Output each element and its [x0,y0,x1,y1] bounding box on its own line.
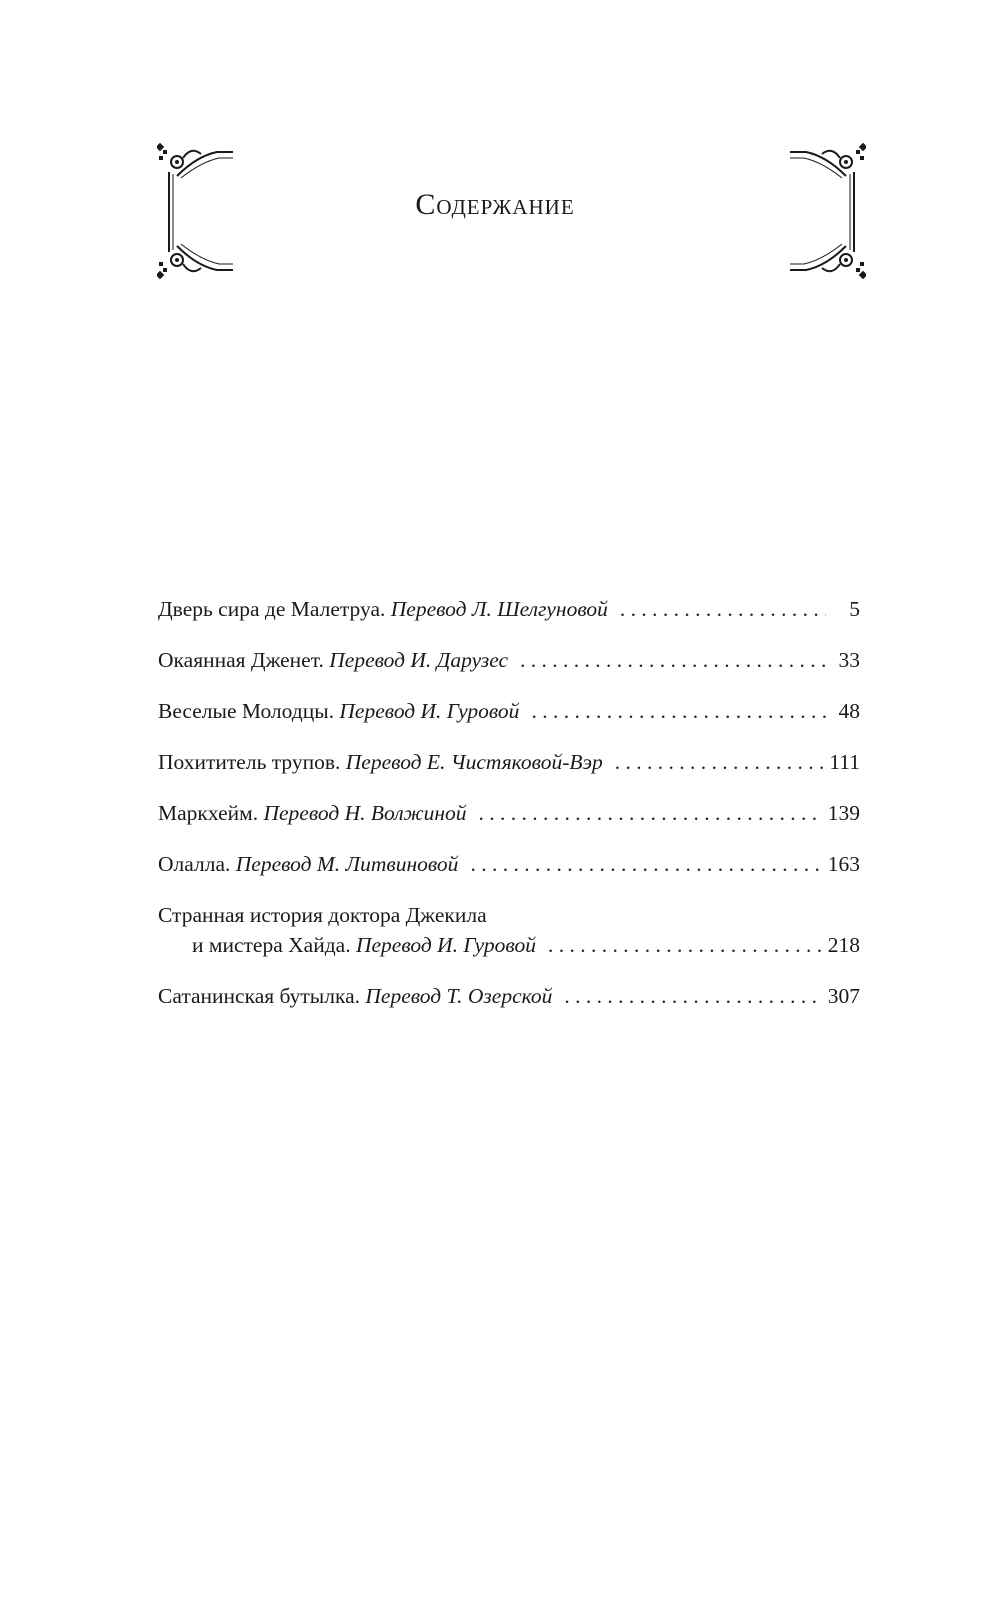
entry-translator: Перевод Л. Шелгуновой [390,597,608,621]
dot-leader [620,594,826,624]
page-title: Содержание [415,188,575,221]
entry-translator: Перевод И. Дарузес [329,648,509,672]
dot-leader [615,747,824,777]
entry-title: Олалла. [158,852,231,876]
entry-translator: Перевод И. Гуровой [339,699,520,723]
toc-entry[interactable] [158,849,860,879]
entry-translator: Перевод М. Литвиновой [235,852,459,876]
toc-entry[interactable] [158,594,860,624]
entry-title: Сатанинская бутылка. [158,984,360,1008]
entry-title: Дверь сира де Малетруа. [158,597,386,621]
entry-page-number: 307 [827,984,860,1008]
dot-leader [548,930,822,960]
table-of-contents [158,594,860,1032]
entry-page-number: 111 [829,750,860,774]
entry-page-number: 33 [838,648,860,672]
entry-page-number: 5 [849,597,860,621]
dot-leader [470,849,821,879]
toc-entry[interactable] [158,645,860,675]
toc-entry[interactable] [158,981,860,1011]
entry-page-number: 218 [827,933,860,957]
entry-title: Странная история доктора Джекила [158,903,487,927]
entry-title: Веселые Молодцы. [158,699,335,723]
toc-entry[interactable] [158,798,860,828]
entry-translator: Перевод Т. Озерской [365,984,553,1008]
entry-translator: Перевод Е. Чистяковой-Вэр [345,750,603,774]
entry-page-number: 163 [827,852,860,876]
dot-leader [520,645,826,675]
toc-entry[interactable] [158,900,860,960]
entry-title: Окаянная Дженет. [158,648,324,672]
entry-translator: Перевод И. Гуровой [355,933,536,957]
entry-page-number: 48 [838,699,860,723]
toc-entry[interactable] [158,696,860,726]
entry-title: Маркхейм. [158,801,259,825]
entry-page-number: 139 [827,801,860,825]
entry-translator: Перевод Н. Волжиной [263,801,467,825]
entry-title-continued: и мистера Хайда. [192,933,351,957]
entry-title: Похититель трупов. [158,750,341,774]
dot-leader [564,981,821,1011]
dot-leader [531,696,826,726]
dot-leader [479,798,822,828]
toc-entry[interactable] [158,747,860,777]
